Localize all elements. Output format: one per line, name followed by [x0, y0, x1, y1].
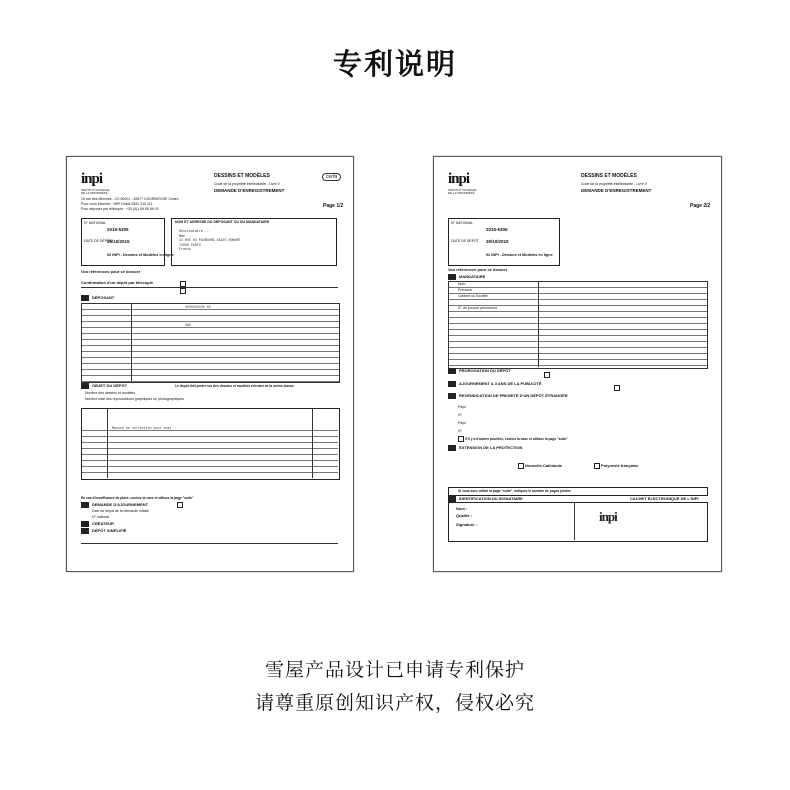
- refs-label: Vos références pour ce dossier: [81, 269, 141, 274]
- other-depositors-checkbox[interactable]: [180, 288, 186, 294]
- nom-label: Nom :: [456, 506, 468, 511]
- section-marker-8: [448, 381, 456, 387]
- address-header: NOM ET ADRESSE DU DÉPOSANT OU DU MANDATAIRE: [175, 220, 270, 224]
- deposant-siren: SAS: [185, 323, 191, 327]
- ajournement-3ans-checkbox[interactable]: [614, 385, 620, 391]
- caption-line-1: 雪屋产品设计已申请专利保护: [264, 659, 525, 681]
- address-typed: Destinataire ... Mme ... 41 RUE DU FAUBOURG SAINT-HONORÉ 75008 PARIS France: [179, 229, 241, 251]
- caption-line-2: 请尊重原创知识产权，侵权必究: [254, 692, 535, 714]
- form-title: DEMANDE D'ENREGISTREMENT: [214, 188, 285, 193]
- col-divider-3: [312, 408, 313, 478]
- confirm-label: Confirmation d'un dépôt par télécopie: [81, 280, 154, 285]
- inpi-line: 92 INPI - Dessins et Modèles en ligne: [107, 253, 174, 257]
- ext-option-2: Polynésie française: [601, 463, 639, 468]
- section-priorite: REVENDICATION DE PRIORITÉ D'UN DÉPÔT ÉTRANGER: [459, 393, 568, 398]
- nat-label: N° NATIONAL: [84, 221, 107, 225]
- section-signataire: IDENTIFICATION DU SIGNATAIRE: [459, 496, 523, 501]
- col-divider: [538, 281, 539, 367]
- mand-row-2: Prénoms: [458, 288, 473, 292]
- nat-number: 2015-5305: [486, 227, 508, 232]
- qualite-label: Qualité :: [456, 513, 473, 518]
- inpi-address: 15 rue des Minimes - CS 50001 - 92677 COURBEVOIE Cedex: [81, 197, 179, 201]
- inpi-logo: inpi: [81, 171, 103, 187]
- section-depot-simplifie: DÉPÔT SIMPLIFIÉ: [92, 528, 127, 533]
- mand-row-3: Cabinet ou Société: [458, 294, 488, 298]
- prio-row-3: Pays: [458, 421, 466, 425]
- form-heading: DESSINS ET MODÈLES: [581, 173, 637, 179]
- form-heading: DESSINS ET MODÈLES: [214, 173, 270, 179]
- section-ajournement-3ans: AJOURNEMENT A 3 ANS DE LA PUBLICITÉ: [459, 381, 542, 386]
- section-marker-4: [81, 521, 89, 527]
- cachet-label: CACHET ÉLECTRONIQUE DE L'INPI: [630, 496, 699, 501]
- divider: [81, 287, 338, 288]
- section-marker-10: [448, 445, 456, 451]
- nat-number: 2015-5305: [107, 227, 129, 232]
- section-extension: EXTENSION DE LA PROTECTION: [459, 445, 523, 450]
- signature-label: Signature :: [456, 522, 477, 527]
- page-number: Page 2/2: [690, 203, 711, 209]
- section-marker-7: [448, 368, 456, 374]
- objet-row-2: Nombre total des reproductions graphiques ou photographiques: [85, 397, 185, 401]
- nouvelle-caledonie-checkbox[interactable]: [518, 463, 524, 469]
- form-code: Code de la propriété intellectuelle - Livre V: [581, 182, 647, 186]
- inpi-line: 92 INPI - Dessins et Modèles en ligne: [486, 253, 553, 257]
- col-divider-2: [107, 408, 108, 478]
- inpi-stamp-logo: inpi: [599, 509, 617, 524]
- insufficient-space-note: En cas d'insuffisance de place, cochez la case et utilisez la page "suite": [81, 496, 194, 500]
- section-marker-3: [81, 502, 89, 508]
- ajournement-checkbox[interactable]: [177, 502, 183, 508]
- page-number: Page 1/2: [323, 203, 344, 209]
- section-objet: OBJET DU DÉPÔT: [92, 383, 128, 388]
- other-priorities-checkbox[interactable]: [458, 436, 464, 442]
- section-deposant: DÉPOSANT: [92, 295, 115, 300]
- prio-row-2: N°: [458, 413, 462, 417]
- prio-row-1: Pays: [458, 405, 466, 409]
- col-divider: [131, 303, 132, 381]
- ajourn-num-label: N° national: [92, 515, 110, 519]
- form-code: Code de la propriété intellectuelle - Livre V: [214, 182, 280, 186]
- polynesie-checkbox[interactable]: [594, 463, 600, 469]
- date-label: DATE DE DÉPÔT: [84, 239, 112, 243]
- suite-bar: Si vous avez utilisé la page "suite", indiquez le nombre de pages jointes: [458, 489, 571, 493]
- section-mandataire: MANDATAIRE: [459, 274, 486, 279]
- section-createur: CRÉATEUR: [92, 521, 114, 526]
- prorogation-checkbox[interactable]: [544, 372, 550, 378]
- date-value: 29/10/2015: [486, 239, 509, 244]
- date-value: 29/10/2015: [107, 239, 130, 244]
- inpi-fax: Pour déposer par télécopie : +33 (0)1 56 65 86 00: [81, 207, 159, 211]
- prio-suite-note: S'il y a d'autres priorités, cochez la case et utilisez la page "suite": [465, 437, 568, 441]
- inpi-logo: inpi: [448, 171, 470, 187]
- refs-label: Vos références pour ce dossier: [448, 267, 508, 272]
- section-marker-2: [81, 383, 89, 389]
- page-title: 专利说明: [332, 47, 457, 81]
- nat-label: N° NATIONAL: [451, 221, 474, 225]
- mand-row-1: Nom: [458, 282, 466, 286]
- date-label: DATE DE DÉPÔT: [451, 239, 479, 243]
- patent-form-page-2: [433, 156, 722, 572]
- deposant-fields: [81, 303, 340, 383]
- section-marker-9: [448, 393, 456, 399]
- deposant-name: XXXXXXXXXX XX: [185, 305, 211, 309]
- prio-row-4: N°: [458, 429, 462, 433]
- bottom-divider: [81, 543, 338, 544]
- section-ajournement: DEMANDE D'AJOURNEMENT: [92, 502, 149, 507]
- signature-divider: [574, 502, 575, 540]
- patent-form-page-1: [66, 156, 354, 572]
- logo-tagline: INSTITUT NATIONAL DE LA PROPRIÉTÉ: [81, 188, 111, 195]
- objet-row-1: Nombre des dessins et modèles: [85, 391, 135, 395]
- cerfa-badge: cerfa: [322, 173, 341, 181]
- objet-table-rows: [82, 425, 338, 477]
- ext-option-1: Nouvelle-Calédonie: [525, 463, 563, 468]
- item-description: Maison de collection pour chat: [112, 426, 172, 430]
- objet-note: Le dépôt doit porter sur des dessins et modèles relevant de la même classe.: [175, 384, 295, 388]
- ajourn-date-label: Date de dépôt de la demande initiale: [92, 509, 150, 513]
- section-marker-1: [81, 295, 89, 301]
- inpi-phone: Pour vous informer : INPI Direct 0820 210 211: [81, 202, 153, 206]
- section-marker-5: [81, 528, 89, 534]
- form-title: DEMANDE D'ENREGISTREMENT: [581, 188, 652, 193]
- logo-tagline: INSTITUT NATIONAL DE LA PROPRIÉTÉ: [448, 188, 478, 195]
- section-marker-6: [448, 274, 456, 280]
- mand-row-4: N° de pouvoir permanent: [458, 306, 497, 310]
- section-prorogation: PROROGATION DU DÉPÔT: [459, 368, 511, 373]
- signature-box: [448, 502, 708, 542]
